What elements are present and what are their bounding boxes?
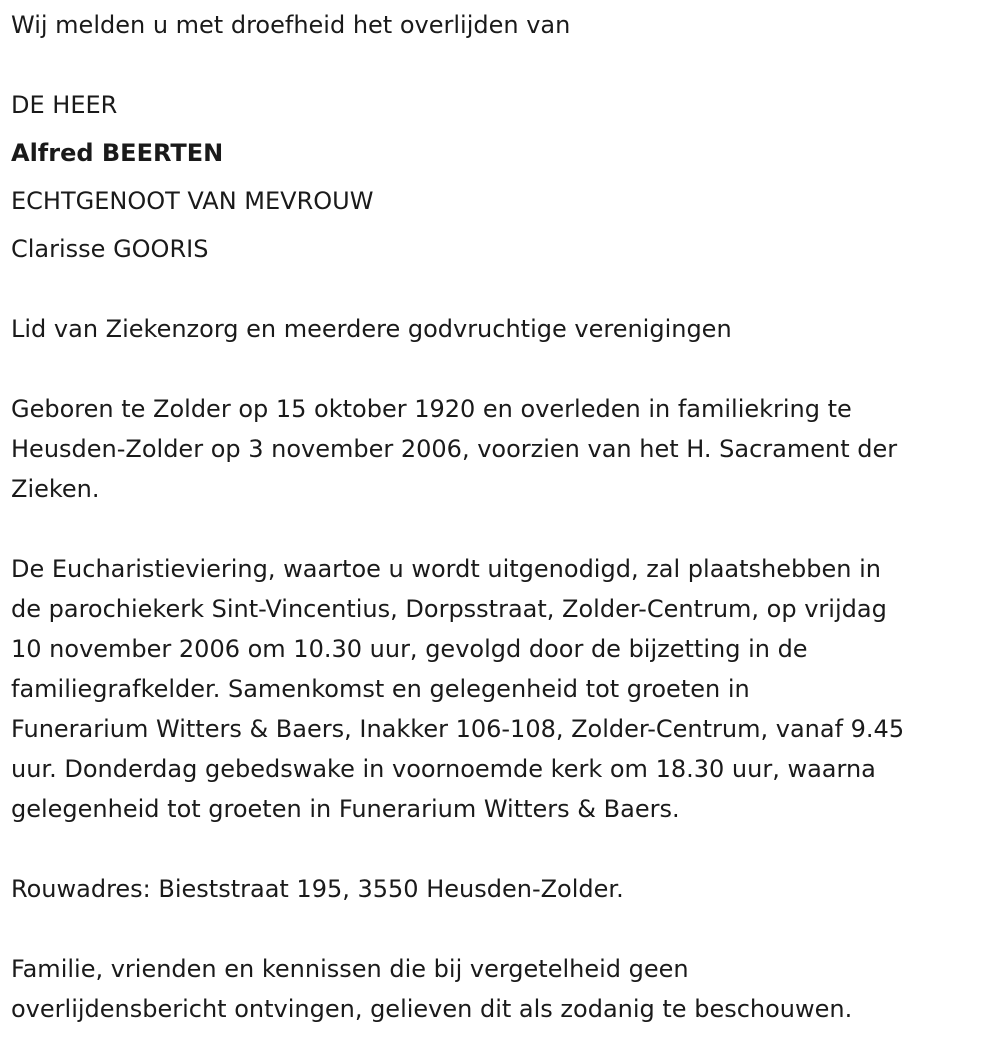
closing-paragraph [11,949,996,1029]
birth-death-line: Geboren te Zolder op 15 oktober 1920 en overleden in familiekring te [11,395,852,423]
ceremony-paragraph [11,549,996,829]
deceased-name: Alfred BEERTEN [11,139,224,167]
spouse-label: ECHTGENOOT VAN MEVROUW [11,187,374,215]
ceremony-line: de parochiekerk Sint-Vincentius, Dorpsstraat, Zolder-Centrum, op vrijdag [11,595,887,623]
birth-death-line: Zieken. [11,475,100,503]
mourning-address: Rouwadres: Bieststraat 195, 3550 Heusden-Zolder. [11,875,624,903]
birth-death-paragraph [11,389,996,509]
ceremony-line: Funerarium Witters & Baers, Inakker 106-108, Zolder-Centrum, vanaf 9.45 [11,715,905,743]
intro-text: Wij melden u met droefheid het overlijden van [11,11,571,39]
closing-line: overlijdensbericht ontvingen, gelieven dit als zodanig te beschouwen. [11,995,853,1023]
ceremony-line: De Eucharistieviering, waartoe u wordt uitgenodigd, zal plaatshebben in [11,555,881,583]
spouse-name: Clarisse GOORIS [11,235,209,263]
birth-death-line: Heusden-Zolder op 3 november 2006, voorzien van het H. Sacrament der [11,435,898,463]
title-prefix: DE HEER [11,91,118,119]
ceremony-line: uur. Donderdag gebedswake in voornoemde kerk om 18.30 uur, waarna [11,755,876,783]
membership-text: Lid van Ziekenzorg en meerdere godvruchtige verenigingen [11,315,732,343]
ceremony-line: 10 november 2006 om 10.30 uur, gevolgd door de bijzetting in de [11,635,808,663]
ceremony-line: gelegenheid tot groeten in Funerarium Witters & Baers. [11,795,680,823]
closing-line: Familie, vrienden en kennissen die bij vergetelheid geen [11,955,689,983]
ceremony-line: familiegrafkelder. Samenkomst en gelegenheid tot groeten in [11,675,750,703]
